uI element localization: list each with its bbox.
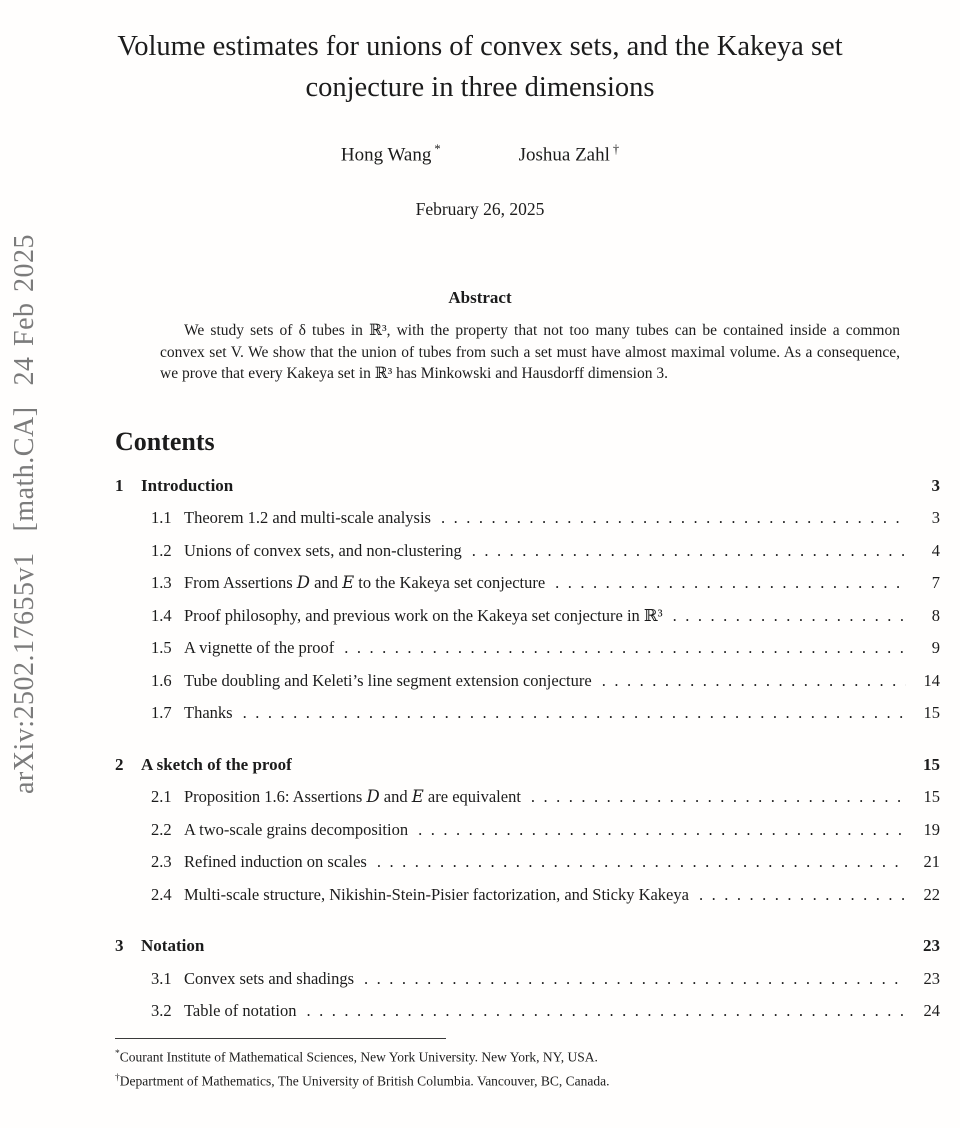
- toc-entry-number: 1.4: [151, 605, 172, 625]
- toc-entry-page: 7: [931, 573, 940, 593]
- toc-entry-page: 23: [923, 968, 940, 988]
- script-e-symbol: E: [411, 787, 424, 807]
- footnote-text: Department of Mathematics, The University of British Columbia. Vancouver, BC, Canada.: [119, 1073, 610, 1089]
- toc-entry-1-1[interactable]: [115, 508, 940, 541]
- contents-heading: Contents: [115, 426, 215, 456]
- toc-entry-page: 3: [931, 508, 940, 528]
- script-d-symbol: D: [366, 787, 380, 807]
- toc-entry-1-2[interactable]: [115, 541, 940, 574]
- toc-entry-2-2[interactable]: [115, 820, 940, 853]
- footnotes-block: [115, 1044, 940, 1092]
- toc-entry-number: 2.3: [151, 852, 172, 872]
- toc-entry-label: Unions of convex sets, and non-clustering: [184, 540, 462, 560]
- toc-entry-1-5[interactable]: [115, 638, 940, 671]
- toc-leader-dots: [418, 820, 906, 837]
- toc-leader-dots: [306, 1001, 906, 1018]
- toc-entry-page: 3: [931, 475, 940, 495]
- table-of-contents: [115, 476, 940, 1034]
- footnote-marker: *: [115, 1048, 120, 1059]
- toc-entry-label: Refined induction on scales: [184, 852, 367, 872]
- toc-entry-label: Proof philosophy, and previous work on the Kakeya set conjecture in ℝ³: [184, 605, 663, 625]
- toc-entry-page: 21: [923, 852, 940, 872]
- toc-entry-number: 3.1: [151, 968, 172, 988]
- toc-entry-3-2[interactable]: [115, 1001, 940, 1034]
- toc-entry-number: 1.3: [151, 573, 172, 593]
- toc-entry-label: From Assertions D and E to the Kakeya set conjecture: [184, 573, 546, 593]
- toc-entry-number: 1.7: [151, 703, 172, 723]
- toc-entry-1-3[interactable]: [115, 573, 940, 606]
- paper-date: February 26, 2025: [415, 199, 545, 220]
- toc-entry-label: Multi-scale structure, Nikishin-Stein-Pisier factorization, and Sticky Kakeya: [184, 884, 689, 904]
- toc-leader-dots: [531, 787, 906, 804]
- toc-entry-page: 15: [923, 754, 940, 774]
- paper-title: Volume estimates for unions of convex sets, and the Kakeya set conjecture in three dimensions: [117, 31, 843, 103]
- toc-entry-number: 2: [115, 754, 124, 774]
- toc-entry-1-7[interactable]: [115, 703, 940, 736]
- arxiv-identifier: arXiv:2502.17655v1 [math.CA] 24 Feb 2025: [9, 233, 40, 795]
- toc-entry-2-1[interactable]: [115, 787, 940, 820]
- author-hong-wang: [341, 142, 441, 166]
- toc-leader-dots: [441, 508, 906, 525]
- toc-entry-label: Introduction: [141, 475, 234, 495]
- toc-leader-dots: [699, 885, 906, 902]
- toc-entry-number: 2.1: [151, 787, 172, 807]
- toc-entry-section-1[interactable]: [115, 476, 940, 509]
- toc-entry-page: 23: [923, 936, 940, 956]
- toc-entry-number: 2.2: [151, 819, 172, 839]
- toc-entry-page: 14: [923, 670, 940, 690]
- toc-entry-page: 24: [923, 1001, 940, 1021]
- footnote-marker: †: [115, 1072, 120, 1083]
- toc-entry-label: Table of notation: [184, 1001, 297, 1021]
- footnote-rule: [115, 1038, 446, 1039]
- abstract-heading: Abstract: [448, 288, 512, 308]
- toc-entry-number: 2.4: [151, 884, 172, 904]
- toc-entry-number: 3: [115, 936, 124, 956]
- toc-leader-dots: [602, 671, 906, 688]
- toc-leader-dots: [364, 969, 906, 986]
- toc-leader-dots: [344, 638, 906, 655]
- toc-entry-number: 1.5: [151, 638, 172, 658]
- toc-entry-label: A sketch of the proof: [141, 754, 292, 774]
- toc-entry-number: 1.1: [151, 508, 172, 528]
- toc-entry-page: 22: [923, 884, 940, 904]
- toc-entry-page: 8: [931, 605, 940, 625]
- toc-entry-number: 3.2: [151, 1001, 172, 1021]
- toc-entry-2-3[interactable]: [115, 852, 940, 885]
- toc-entry-page: 15: [923, 703, 940, 723]
- author-footnote-mark: *: [434, 142, 441, 156]
- toc-leader-dots: [472, 541, 906, 558]
- toc-entry-page: 19: [923, 819, 940, 839]
- toc-entry-label: Theorem 1.2 and multi-scale analysis: [184, 508, 431, 528]
- toc-entry-page: 4: [931, 540, 940, 560]
- toc-entry-2-4[interactable]: [115, 885, 940, 918]
- toc-entry-label: Thanks: [184, 703, 233, 723]
- toc-entry-3-1[interactable]: [115, 969, 940, 1002]
- toc-leader-dots: [673, 606, 906, 623]
- toc-entry-number: 1.6: [151, 670, 172, 690]
- abstract-text: We study sets of δ tubes in ℝ³, with the property that not too many tubes can be contained inside a common convex set V. We show that the union of tubes from such a set must have almost maximal volume. As a consequence, we prove that every Kakeya set in ℝ³ has Minkowski and Hausdorff dimension 3.: [160, 322, 900, 383]
- authors-row: [0, 142, 960, 166]
- toc-entry-page: 15: [923, 787, 940, 807]
- toc-entry-label: A two-scale grains decomposition: [184, 819, 409, 839]
- toc-entry-page: 9: [931, 638, 940, 658]
- author-joshua-zahl: [519, 142, 620, 166]
- author-name: Joshua Zahl: [518, 144, 610, 166]
- toc-entry-label: Convex sets and shadings: [184, 968, 355, 988]
- toc-entry-label: Tube doubling and Keleti’s line segment extension conjecture: [184, 670, 592, 690]
- script-e-symbol: E: [342, 573, 355, 593]
- toc-entry-section-2[interactable]: [115, 755, 940, 788]
- toc-entry-number: 1.2: [151, 540, 172, 560]
- author-name: Hong Wang: [340, 144, 432, 166]
- author-footnote-mark: †: [612, 142, 620, 156]
- toc-leader-dots: [377, 852, 906, 869]
- toc-leader-dots: [555, 573, 906, 590]
- footnote-text: Courant Institute of Mathematical Sciences, New York University. New York, NY, USA.: [119, 1049, 598, 1065]
- toc-entry-label: A vignette of the proof: [184, 638, 335, 658]
- toc-entry-1-6[interactable]: [115, 671, 940, 704]
- footnote-courant: [115, 1044, 940, 1068]
- script-d-symbol: D: [296, 573, 310, 593]
- toc-entry-label: Proposition 1.6: Assertions D and E are equivalent: [184, 787, 521, 807]
- toc-entry-label: Notation: [141, 936, 205, 956]
- toc-leader-dots: [243, 703, 906, 720]
- footnote-ubc: [115, 1068, 940, 1092]
- toc-entry-number: 1: [115, 475, 124, 495]
- toc-entry-1-4[interactable]: [115, 606, 940, 639]
- toc-entry-section-3[interactable]: [115, 936, 940, 969]
